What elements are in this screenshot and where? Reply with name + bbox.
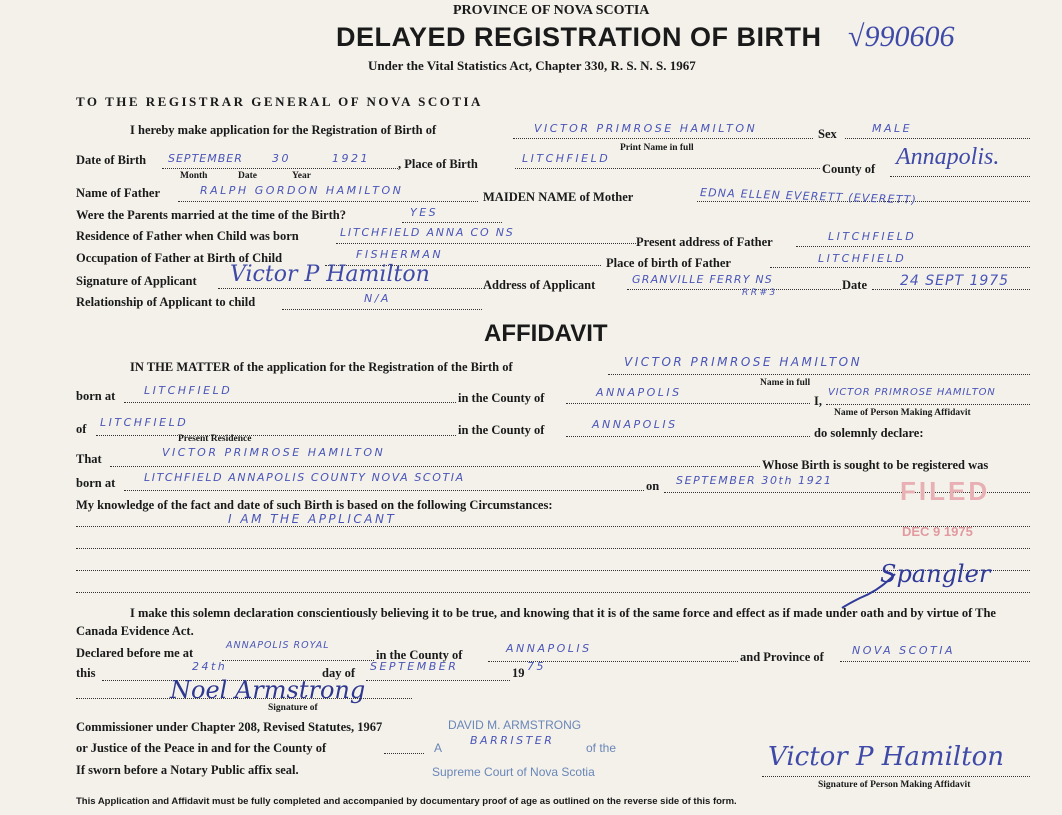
place-of-birth-label: , Place of Birth (398, 157, 478, 171)
commissioner-signature-line (76, 698, 412, 699)
affiant-signature: Victor P Hamilton (768, 742, 1005, 772)
born-at-field[interactable]: LITCHFIELD (144, 384, 233, 397)
mother-maiden-name-field[interactable]: EDNA ELLEN EVERETT (EVERETT) (699, 186, 918, 207)
born-at-line (124, 402, 456, 403)
applicant-signature: Victor P Hamilton (230, 262, 430, 287)
application-date-field[interactable]: 24 SEPT 1975 (900, 273, 1010, 289)
form-subtitle: Under the Vital Statistics Act, Chapter 330, R. S. N. S. 1967 (368, 58, 696, 73)
whose-birth-label: Whose Birth is sought to be registered was (762, 458, 989, 472)
sex-label: Sex (818, 127, 837, 141)
present-residence-note: Present Residence (178, 434, 252, 444)
notary-text: If sworn before a Notary Public affix seal. (76, 763, 299, 777)
commissioner-signature: Noel Armstrong (170, 676, 366, 704)
dob-month-field[interactable]: SEPTEMBER (168, 152, 243, 165)
that-label: That (76, 452, 102, 466)
to-registrar-line: TO THE REGISTRAR GENERAL OF NOVA SCOTIA (76, 94, 483, 109)
province-field[interactable]: NOVA SCOTIA (852, 644, 955, 657)
applicant-address-line (627, 289, 841, 290)
applicant-address-label: Address of Applicant (483, 278, 596, 292)
place-line (515, 168, 820, 169)
dob-year-field[interactable]: 1921 (332, 152, 370, 165)
residence-label: Residence of Father when Child was born (76, 229, 299, 243)
month-line (366, 680, 510, 681)
present-address-label: Present address of Father (636, 235, 773, 249)
on-date-field[interactable]: SEPTEMBER 30th 1921 (676, 474, 833, 487)
declared-before-label: Declared before me at (76, 646, 194, 660)
residence-field[interactable]: LITCHFIELD ANNA CO NS (340, 226, 515, 239)
county-field[interactable]: Annapolis. (896, 144, 1000, 170)
matter-label: IN THE MATTER of the application for the Registration of the Birth of (130, 360, 513, 374)
father-birthplace-field[interactable]: LITCHFIELD (818, 252, 907, 265)
father-name-label: Name of Father (76, 186, 160, 200)
person-note: Name of Person Making Affidavit (834, 408, 971, 418)
of-label: of (76, 422, 87, 436)
born-at-2-field[interactable]: LITCHFIELD ANNAPOLIS COUNTY NOVA SCOTIA (144, 471, 465, 484)
father-birthplace-label: Place of birth of Father (606, 256, 731, 270)
justice-line (384, 753, 424, 754)
father-name-field[interactable]: RALPH GORDON HAMILTON (200, 184, 404, 197)
filed-stamp-signature: Spangler (880, 560, 991, 588)
that-name-field[interactable]: VICTOR PRIMROSE HAMILTON (162, 446, 386, 459)
applicant-address-extra: RR#3 (742, 288, 778, 298)
commissioner-stamp-a: A (434, 741, 443, 755)
relationship-label: Relationship of Applicant to child (76, 295, 256, 309)
on-label: on (646, 479, 660, 493)
filed-stamp-date: DEC 9 1975 (902, 524, 973, 539)
county-2-field[interactable]: ANNAPOLIS (592, 418, 678, 431)
province-label: and Province of (740, 650, 824, 664)
affiant-name-field[interactable]: VICTOR PRIMROSE HAMILTON (828, 387, 996, 398)
born-at-label-2: born at (76, 476, 116, 490)
place-of-birth-field[interactable]: LITCHFIELD (522, 152, 611, 165)
year-note: Year (292, 171, 311, 181)
married-label: Were the Parents married at the time of the Birth? (76, 208, 346, 222)
occupation-field[interactable]: FISHERMAN (356, 248, 444, 261)
applicant-name-field[interactable]: VICTOR PRIMROSE HAMILTON (534, 122, 758, 135)
signature-of-note: Signature of (268, 703, 318, 713)
commissioner-stamp-court: Supreme Court of Nova Scotia (432, 765, 595, 779)
year-field[interactable]: 75 (527, 660, 546, 673)
i-label: I, (814, 394, 822, 408)
this-label: this (76, 666, 96, 680)
dob-label: Date of Birth (76, 153, 147, 167)
county-line (890, 176, 1030, 177)
father-line (178, 201, 478, 202)
form-title: DELAYED REGISTRATION OF BIRTH (336, 22, 822, 52)
print-name-note: Print Name in full (620, 143, 694, 153)
of-line (96, 435, 456, 436)
county-label-2: in the County of (458, 423, 545, 437)
born-at-label: born at (76, 389, 116, 403)
relationship-field[interactable]: N/A (364, 292, 391, 305)
circumstance-line-2 (76, 548, 1030, 549)
declaration-paragraph: I make this solemn declaration conscientiously believing it to be true, and knowing that it is of the same force and effect as if made under oath and by virtue of The Canada Evidence Act. (76, 606, 996, 638)
applicant-address-field[interactable]: GRANVILLE FERRY NS (632, 273, 773, 286)
month-field[interactable]: SEPTEMBER (370, 660, 459, 673)
circumstance-line-1 (76, 526, 1030, 527)
date-note: Date (238, 171, 257, 181)
commissioner-stamp-barrister: BARRISTER (470, 734, 555, 747)
sex-field[interactable]: MALE (872, 122, 913, 135)
father-birthplace-line (770, 267, 1030, 268)
county-label-1: in the County of (458, 391, 545, 405)
county-3-field[interactable]: ANNAPOLIS (506, 642, 592, 655)
person-line (826, 404, 1030, 405)
applicant-signature-line (218, 288, 482, 289)
that-line (110, 466, 760, 467)
dob-line (162, 168, 398, 169)
present-address-field[interactable]: LITCHFIELD (828, 230, 917, 243)
matter-line (608, 374, 1030, 375)
registration-number: √990606 (848, 20, 955, 53)
month-note: Month (180, 171, 208, 181)
dob-date-field[interactable]: 30 (272, 152, 291, 165)
affiant-signature-line (762, 776, 1030, 777)
intro-label: I hereby make application for the Registration of Birth of (130, 123, 437, 137)
declared-line (222, 660, 374, 661)
county-2-line (566, 436, 810, 437)
commissioner-text: Commissioner under Chapter 208, Revised Statutes, 1967 (76, 720, 383, 734)
declared-place-field[interactable]: ANNAPOLIS ROYAL (226, 640, 330, 651)
county-3-line (488, 661, 738, 662)
born-at-2-line (124, 490, 644, 491)
married-line (402, 222, 502, 223)
occupation-label: Occupation of Father at Birth of Child (76, 251, 283, 265)
declare-label: do solemnly declare: (814, 426, 924, 440)
married-field[interactable]: YES (410, 206, 439, 219)
name-line (513, 138, 813, 139)
present-address-line (796, 246, 1030, 247)
date-line (872, 289, 1030, 290)
residence-line (336, 243, 636, 244)
affidavit-heading: AFFIDAVIT (484, 320, 608, 347)
knowledge-label: My knowledge of the fact and date of such Birth is based on the following Circumstances: (76, 498, 553, 512)
county-1-line (566, 403, 810, 404)
county-1-field[interactable]: ANNAPOLIS (596, 386, 682, 399)
filed-stamp-text: FILED (900, 476, 991, 506)
name-in-full-note: Name in full (760, 378, 811, 388)
county-label-3: in the County of (376, 648, 463, 662)
residence-affidavit-field[interactable]: LITCHFIELD (100, 416, 189, 429)
affiant-signature-note: Signature of Person Making Affidavit (818, 780, 971, 790)
day-field[interactable]: 24th (192, 660, 228, 673)
province-heading: PROVINCE OF NOVA SCOTIA (453, 3, 650, 18)
commissioner-stamp-name: DAVID M. ARMSTRONG (448, 718, 582, 732)
applicant-signature-label: Signature of Applicant (76, 274, 197, 288)
year-prefix: 19 (512, 666, 525, 680)
footer-note: This Application and Affidavit must be fully completed and accompanied by documentary proof of age as outlined on the reverse side of this form. (76, 796, 737, 807)
matter-name-field[interactable]: VICTOR PRIMROSE HAMILTON (624, 355, 863, 369)
justice-text: or Justice of the Peace in and for the County of (76, 741, 327, 755)
date-label: Date (842, 278, 867, 292)
sex-line (845, 138, 1030, 139)
relationship-line (282, 309, 482, 310)
province-line (840, 661, 1030, 662)
day-of-label: day of (322, 666, 355, 680)
county-label: County of (822, 162, 876, 176)
commissioner-stamp-of-the: of the (586, 741, 617, 755)
circumstance-field[interactable]: I AM THE APPLICANT (228, 512, 397, 526)
mother-maiden-name-label: MAIDEN NAME of Mother (483, 190, 634, 204)
